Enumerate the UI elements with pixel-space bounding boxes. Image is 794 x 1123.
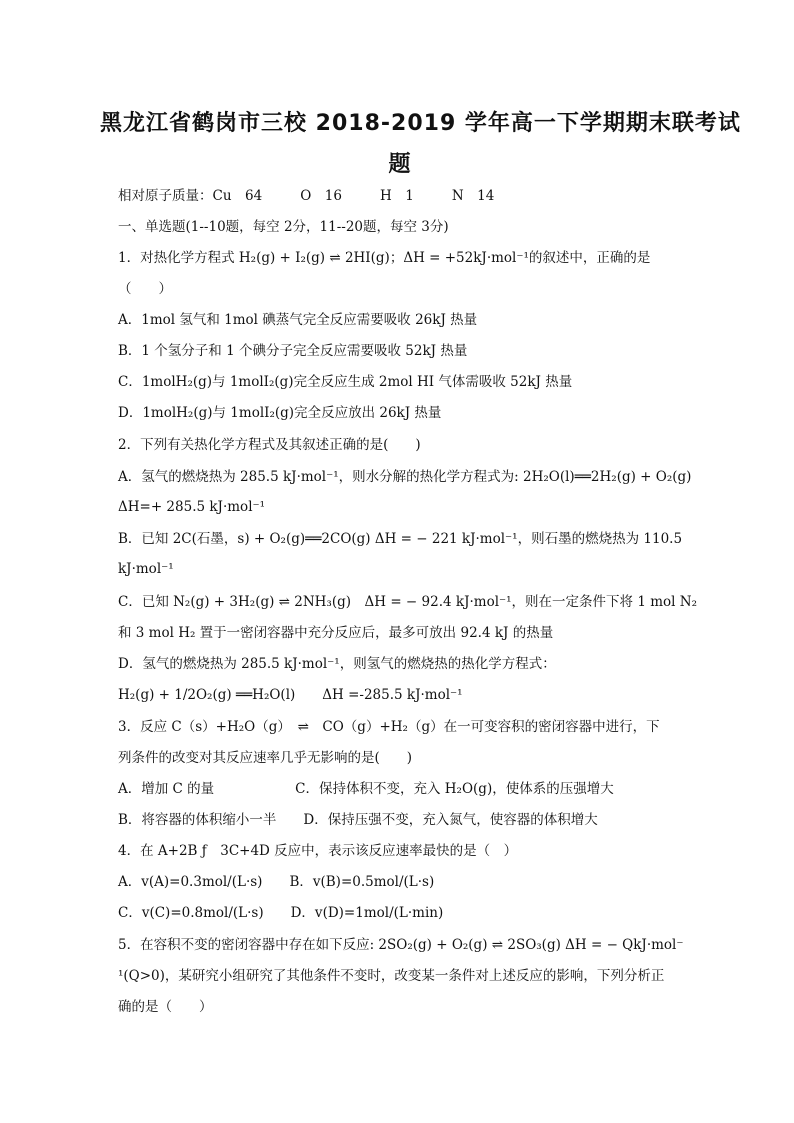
atomic-mass-n: N 14 [451,188,495,204]
q1-option-a: A．1mol 氢气和 1mol 碘蒸气完全反应需要吸收 26kJ 热量 [118,312,478,328]
q1-stem: 1．对热化学方程式 H₂(g) + I₂(g) ⇌ 2HI(g)；ΔH = +52kJ·mol⁻¹的叙述中，正确的是 [118,250,651,266]
q2-option-a-line2: ΔH=+ 285.5 kJ·mol⁻¹ [118,499,266,515]
q4-stem: 4．在 A+2B ƒ 3C+4D 反应中，表示该反应速率最快的是（ ） [118,843,518,859]
q3-stem-line2: 列条件的改变对其反应速率几乎无影响的是( ) [118,750,413,766]
q4-options-a-b: A．v(A)=0.3mol/(L·s) B．v(B)=0.5mol/(L·s) [118,874,435,890]
q1-option-b: B．1 个氢分子和 1 个碘分子完全反应需要吸收 52kJ 热量 [118,343,468,359]
q2-option-b-line2: kJ·mol⁻¹ [118,561,174,577]
atomic-mass-line [118,187,494,205]
q3-options-b-d: B．将容器的体积缩小一半 D．保持压强不变，充入氮气，使容器的体积增大 [118,812,598,828]
atomic-mass-cu: 相对原子质量：Cu 64 [118,188,263,204]
q2-option-d-line1: D．氢气的燃烧热为 285.5 kJ·mol⁻¹，则氢气的燃烧热的热化学方程式： [118,656,556,672]
q3-options-a-c: A．增加 C 的量 C．保持体积不变，充入 H₂O(g)，使体系的压强增大 [118,781,614,797]
document-title-line1: 黑龙江省鹤岗市三校 2018-2019 学年高一下学期期末联考试 [100,111,741,136]
q4-options-c-d: C．v(C)=0.8mol/(L·s) D．v(D)=1mol/(L·min) [118,905,444,921]
q5-stem-line3: 确的是（ ） [118,999,213,1015]
q2-option-c-line2: 和 3 mol H₂ 置于一密闭容器中充分反应后，最多可放出 92.4 kJ 的热量 [118,625,554,641]
q1-option-d: D．1molH₂(g)与 1molI₂(g)完全反应放出 26kJ 热量 [118,405,442,421]
q1-paren: （ ） [118,281,172,297]
q5-stem-line2: ¹(Q>0)，某研究小组研究了其他条件不变时，改变某一条件对上述反应的影响，下列分析正 [118,968,665,984]
section-header: 一、单选题(1--10题，每空 2分，11--20题，每空 3分) [118,219,449,235]
q2-stem: 2．下列有关热化学方程式及其叙述正确的是( ) [118,437,421,453]
q2-option-c-line1: C．已知 N₂(g) + 3H₂(g) ⇌ 2NH₃(g) ΔH = − 92.4 kJ·mol⁻¹，则在一定条件下将 1 mol N₂ [118,594,697,610]
q3-stem-line1: 3．反应 C（s）+H₂O（g） ⇌ CO（g）+H₂（g）在一可变容积的密闭容器中进行，下 [118,719,660,735]
q2-option-a-line1: A．氢气的燃烧热为 285.5 kJ·mol⁻¹，则水分解的热化学方程式为: 2H₂O(l)══2H₂(g) + O₂(g) [118,469,692,485]
q2-option-d-line2: H₂(g) + 1/2O₂(g) ══H₂O(l) ΔH =-285.5 kJ·mol⁻¹ [118,687,463,703]
q5-stem-line1: 5．在容积不变的密闭容器中存在如下反应: 2SO₂(g) + O₂(g) ⇌ 2SO₃(g) ΔH = − QkJ·mol⁻ [118,937,684,953]
document-title-line2: 题 [388,152,412,177]
q1-option-c: C．1molH₂(g)与 1molI₂(g)完全反应生成 2mol HI 气体需吸收 52kJ 热量 [118,374,573,390]
atomic-mass-o: O 16 [300,188,342,204]
atomic-mass-h: H 1 [379,188,414,204]
q2-option-b-line1: B．已知 2C(石墨，s) + O₂(g)══2CO(g) ΔH = − 221 kJ·mol⁻¹，则石墨的燃烧热为 110.5 [118,531,683,547]
